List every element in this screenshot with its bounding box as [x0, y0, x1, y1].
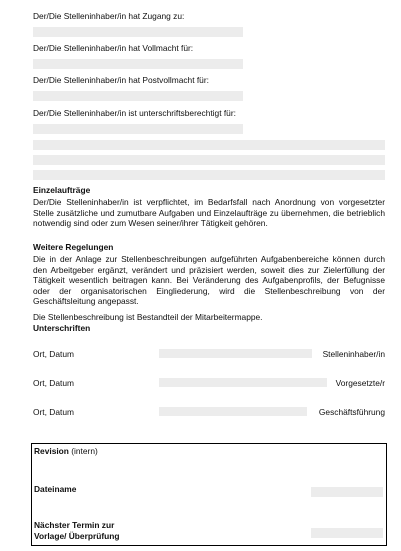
signature-row-2-role: Vorgesetzte/r [335, 378, 385, 388]
signature-row-1-field[interactable] [159, 349, 312, 358]
einzelauftraege-text: Der/Die Stelleninhaber/in ist verpflichtet, im Bedarfsfall nach Anordnung von vorgesetzter Stelle zusätzliche und zumutbare Aufgaben und Einzelaufträge zu übernehmen, die betrieblich notwendig sind oder zum Wesen seiner/ihrer Tätigkeit gehören. [33, 197, 385, 229]
unterschrift-field-1[interactable] [33, 124, 243, 134]
unterschrift-field-2[interactable] [33, 140, 385, 150]
signature-row-2-field[interactable] [159, 378, 327, 387]
label-unterschrift: Der/Die Stelleninhaber/in ist unterschriftsberechtigt für: [33, 108, 236, 118]
signature-row-3-field[interactable] [159, 407, 307, 416]
unterschrift-field-3[interactable] [33, 155, 385, 165]
signature-row-2-place-date: Ort, Datum [33, 378, 74, 388]
regelungen-text: Die in der Anlage zur Stellenbeschreibungen aufgeführten Aufgabenbereiche können durch den Arbeitgeber ergänzt, verändert und präzisiert werden, soweit dies zur Zielerfüllung der Tätigkeit wesentlich beitragen kann. Bei Veränderung des Aufgabenprofils, der Befugnisse oder der organisatorischen Eingliederung, wird die Stellenbeschreibung von der Geschäftsleitung angepasst. [33, 254, 385, 307]
revision-title-bold: Revision [34, 446, 69, 456]
termin-label-line1: Nächster Termin zur [34, 520, 115, 530]
termin-field[interactable] [311, 528, 383, 538]
vollmacht-field[interactable] [33, 59, 243, 69]
dateiname-label: Dateiname [34, 484, 77, 494]
zugang-field[interactable] [33, 27, 243, 37]
regelungen-heading: Weitere Regelungen [33, 242, 114, 252]
signature-row-3-place-date: Ort, Datum [33, 407, 74, 417]
postvollmacht-field[interactable] [33, 91, 243, 101]
einzelauftraege-heading: Einzelaufträge [33, 185, 91, 195]
termin-label-line2: Vorlage/ Überprüfung [34, 531, 120, 541]
revision-title-rest: (intern) [68, 446, 98, 456]
unterschrift-field-4[interactable] [33, 170, 385, 180]
label-vollmacht: Der/Die Stelleninhaber/in hat Vollmacht für: [33, 43, 194, 53]
revision-title [34, 446, 98, 456]
signature-row-1-role: Stelleninhaber/in [322, 349, 385, 359]
regelungen-note: Die Stellenbeschreibung ist Bestandteil der Mitarbeitermappe. [33, 312, 263, 322]
signature-row-3-role: Geschäftsführung [318, 407, 385, 417]
dateiname-field[interactable] [311, 487, 383, 497]
revision-box [31, 443, 387, 546]
label-zugang: Der/Die Stelleninhaber/in hat Zugang zu: [33, 11, 185, 21]
unterschriften-heading: Unterschriften [33, 323, 91, 333]
signature-row-1-place-date: Ort, Datum [33, 349, 74, 359]
label-postvollmacht: Der/Die Stelleninhaber/in hat Postvollmacht für: [33, 75, 209, 85]
